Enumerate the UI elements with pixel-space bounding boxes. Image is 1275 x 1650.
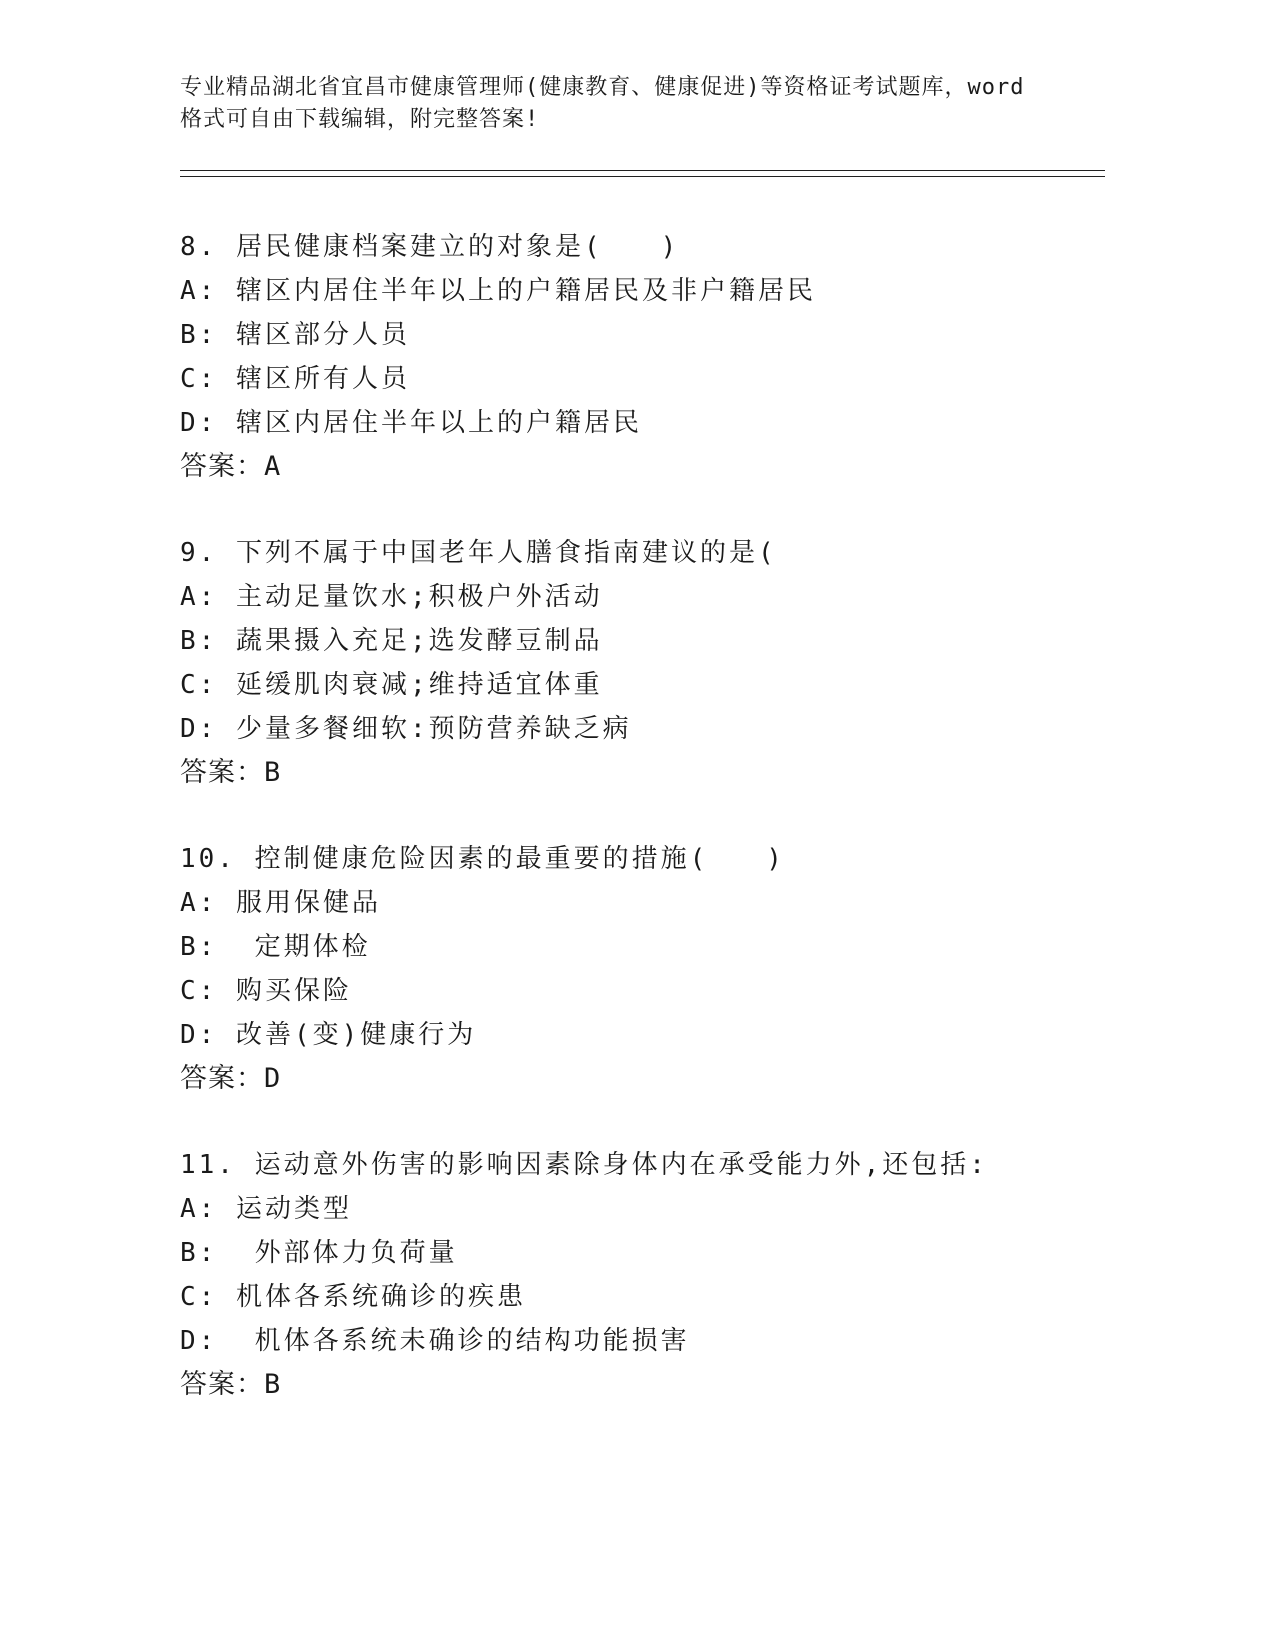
header-line-2: 格式可自由下载编辑，附完整答案!	[180, 107, 540, 132]
question-10	[180, 837, 1130, 1101]
answer-label: 答案：	[180, 1063, 264, 1094]
answer-value: A	[264, 451, 282, 482]
answer-value: B	[264, 757, 282, 788]
option-c: C: 机体各系统确诊的疾患	[180, 1282, 526, 1312]
option-b: B: 外部体力负荷量	[180, 1238, 458, 1268]
document-header	[180, 72, 1080, 136]
question-9	[180, 531, 1130, 795]
question-11	[180, 1143, 1130, 1407]
option-d: D: 机体各系统未确诊的结构功能损害	[180, 1326, 690, 1356]
option-c: C: 延缓肌肉衰减;维持适宜体重	[180, 670, 603, 700]
option-a: A: 辖区内居住半年以上的户籍居民及非户籍居民	[180, 276, 816, 306]
option-b: B: 辖区部分人员	[180, 320, 410, 350]
answer-label: 答案：	[180, 451, 264, 482]
answer-label: 答案：	[180, 757, 264, 788]
answer-value: B	[264, 1369, 282, 1400]
option-a: A: 主动足量饮水;积极户外活动	[180, 582, 603, 612]
question-stem: 9. 下列不属于中国老年人膳食指南建议的是(	[180, 538, 777, 568]
answer	[180, 751, 1130, 795]
answer	[180, 1057, 1130, 1101]
question-stem: 11. 运动意外伤害的影响因素除身体内在承受能力外,还包括:	[180, 1150, 988, 1180]
answer-value: D	[264, 1063, 282, 1094]
header-line-1: 专业精品湖北省宜昌市健康管理师(健康教育、健康促进)等资格证考试题库，word	[180, 75, 1025, 100]
question-stem: 8. 居民健康档案建立的对象是( )	[180, 232, 680, 262]
question-8	[180, 225, 1130, 489]
question-stem: 10. 控制健康危险因素的最重要的措施( )	[180, 844, 785, 874]
option-a: A: 服用保健品	[180, 888, 381, 918]
option-b: B: 蔬果摄入充足;选发酵豆制品	[180, 626, 603, 656]
header-divider-top	[180, 170, 1105, 171]
option-c: C: 购买保险	[180, 976, 352, 1006]
question-list	[180, 225, 1130, 1449]
answer	[180, 445, 1130, 489]
option-a: A: 运动类型	[180, 1194, 352, 1224]
option-d: D: 改善(变)健康行为	[180, 1020, 477, 1050]
option-d: D: 辖区内居住半年以上的户籍居民	[180, 408, 642, 438]
option-c: C: 辖区所有人员	[180, 364, 410, 394]
header-divider-bottom	[180, 176, 1105, 177]
answer-label: 答案：	[180, 1369, 264, 1400]
option-b: B: 定期体检	[180, 932, 371, 962]
answer	[180, 1363, 1130, 1407]
option-d: D: 少量多餐细软:预防营养缺乏病	[180, 714, 632, 744]
